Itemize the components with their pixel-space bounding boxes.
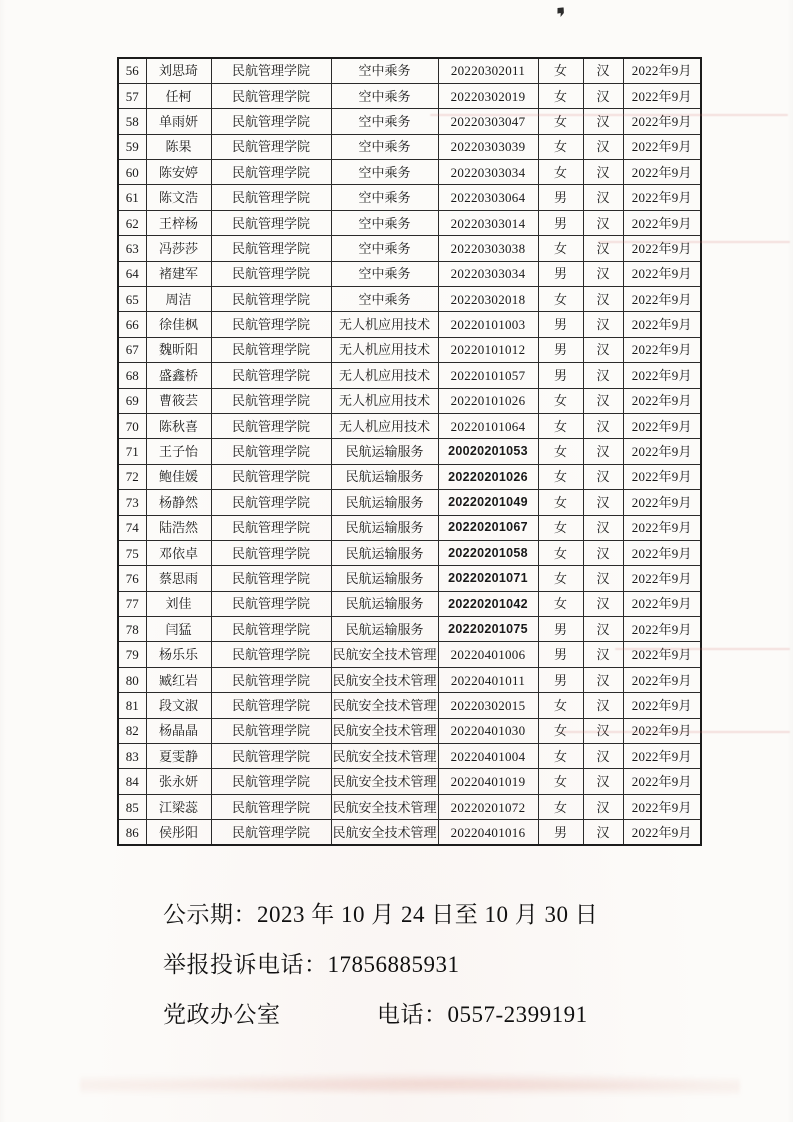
table-row (118, 617, 701, 642)
cell-ethnicity: 汉 (583, 388, 623, 413)
table-row (118, 134, 701, 159)
cell-ethnicity: 汉 (583, 693, 623, 718)
cell-enroll-date: 2022年9月 (623, 312, 701, 337)
cell-ethnicity: 汉 (583, 718, 623, 743)
cell-gender: 女 (538, 540, 583, 565)
cell-college: 民航管理学院 (211, 134, 331, 159)
cell-ethnicity: 汉 (583, 134, 623, 159)
cell-gender: 女 (538, 566, 583, 591)
cell-gender: 女 (538, 794, 583, 819)
cell-enroll-date: 2022年9月 (623, 464, 701, 489)
table-row (118, 769, 701, 794)
cell-gender: 男 (538, 667, 583, 692)
cell-enroll-date: 2022年9月 (623, 58, 701, 83)
table-row (118, 185, 701, 210)
cell-gender: 女 (538, 515, 583, 540)
cell-college: 民航管理学院 (211, 515, 331, 540)
table-row (118, 642, 701, 667)
cell-name: 魏昕阳 (146, 337, 211, 362)
cell-enroll-date: 2022年9月 (623, 769, 701, 794)
cell-ethnicity: 汉 (583, 58, 623, 83)
cell-college: 民航管理学院 (211, 794, 331, 819)
cell-college: 民航管理学院 (211, 693, 331, 718)
table-row (118, 820, 701, 845)
cell-major: 空中乘务 (331, 236, 438, 261)
cell-num: 64 (118, 261, 146, 286)
cell-name: 周洁 (146, 287, 211, 312)
cell-name: 陈果 (146, 134, 211, 159)
cell-name: 邓依卓 (146, 540, 211, 565)
cell-student-id: 20220302019 (438, 83, 538, 108)
cell-enroll-date: 2022年9月 (623, 515, 701, 540)
cell-name: 陆浩然 (146, 515, 211, 540)
cell-student-id: 20220101003 (438, 312, 538, 337)
cell-num: 85 (118, 794, 146, 819)
cell-ethnicity: 汉 (583, 566, 623, 591)
cell-name: 臧红岩 (146, 667, 211, 692)
cell-college: 民航管理学院 (211, 261, 331, 286)
student-roster-table (117, 57, 702, 846)
cell-ethnicity: 汉 (583, 464, 623, 489)
cell-college: 民航管理学院 (211, 83, 331, 108)
cell-major: 无人机应用技术 (331, 337, 438, 362)
cell-college: 民航管理学院 (211, 566, 331, 591)
cell-college: 民航管理学院 (211, 210, 331, 235)
cell-college: 民航管理学院 (211, 236, 331, 261)
cell-major: 民航安全技术管理 (331, 667, 438, 692)
cell-gender: 男 (538, 185, 583, 210)
scan-artifact-line (598, 241, 790, 243)
cell-ethnicity: 汉 (583, 312, 623, 337)
cell-college: 民航管理学院 (211, 617, 331, 642)
cell-ethnicity: 汉 (583, 617, 623, 642)
cell-college: 民航管理学院 (211, 744, 331, 769)
cell-major: 无人机应用技术 (331, 388, 438, 413)
cell-major: 民航运输服务 (331, 490, 438, 515)
table-row (118, 160, 701, 185)
cell-name: 江梁蕊 (146, 794, 211, 819)
cell-name: 盛鑫桥 (146, 363, 211, 388)
cell-name: 蔡思雨 (146, 566, 211, 591)
cell-student-id: 20220303038 (438, 236, 538, 261)
cell-num: 68 (118, 363, 146, 388)
cell-enroll-date: 2022年9月 (623, 134, 701, 159)
cell-ethnicity: 汉 (583, 236, 623, 261)
cell-num: 56 (118, 58, 146, 83)
cell-name: 任柯 (146, 83, 211, 108)
cell-num: 84 (118, 769, 146, 794)
cell-enroll-date: 2022年9月 (623, 160, 701, 185)
cell-gender: 女 (538, 287, 583, 312)
cell-gender: 女 (538, 769, 583, 794)
cell-student-id: 20220303064 (438, 185, 538, 210)
table-row (118, 667, 701, 692)
cell-student-id: 20220401016 (438, 820, 538, 845)
cell-college: 民航管理学院 (211, 540, 331, 565)
report-phone-text: 举报投诉电话：17856885931 (163, 952, 460, 977)
table-row (118, 388, 701, 413)
cell-college: 民航管理学院 (211, 667, 331, 692)
cell-ethnicity: 汉 (583, 413, 623, 438)
cell-enroll-date: 2022年9月 (623, 236, 701, 261)
cell-enroll-date: 2022年9月 (623, 439, 701, 464)
cell-name: 张永妍 (146, 769, 211, 794)
cell-name: 夏雯静 (146, 744, 211, 769)
scan-artifact-line (615, 648, 790, 650)
cell-student-id: 20220101012 (438, 337, 538, 362)
cell-enroll-date: 2022年9月 (623, 413, 701, 438)
cell-name: 冯莎莎 (146, 236, 211, 261)
cell-num: 71 (118, 439, 146, 464)
cell-name: 曹筱芸 (146, 388, 211, 413)
cell-gender: 女 (538, 160, 583, 185)
cell-major: 民航运输服务 (331, 540, 438, 565)
cell-college: 民航管理学院 (211, 337, 331, 362)
cell-major: 民航安全技术管理 (331, 642, 438, 667)
cell-college: 民航管理学院 (211, 464, 331, 489)
cell-student-id: 20220101064 (438, 413, 538, 438)
table-row (118, 109, 701, 134)
cell-student-id: 20220302011 (438, 58, 538, 83)
cell-ethnicity: 汉 (583, 83, 623, 108)
cell-college: 民航管理学院 (211, 185, 331, 210)
cell-college: 民航管理学院 (211, 439, 331, 464)
cell-student-id: 20220201049 (438, 490, 538, 515)
cell-gender: 女 (538, 490, 583, 515)
cell-gender: 女 (538, 388, 583, 413)
cell-major: 民航安全技术管理 (331, 718, 438, 743)
table-row (118, 591, 701, 616)
cell-college: 民航管理学院 (211, 769, 331, 794)
table-row (118, 363, 701, 388)
cell-major: 民航安全技术管理 (331, 820, 438, 845)
cell-major: 空中乘务 (331, 83, 438, 108)
cell-college: 民航管理学院 (211, 109, 331, 134)
cell-student-id: 20020201053 (438, 439, 538, 464)
office-line (163, 996, 643, 1029)
cell-major: 民航运输服务 (331, 566, 438, 591)
cell-major: 空中乘务 (331, 185, 438, 210)
table-row (118, 58, 701, 83)
cell-gender: 女 (538, 83, 583, 108)
cell-college: 民航管理学院 (211, 312, 331, 337)
cell-num: 67 (118, 337, 146, 362)
scan-artifact-line (430, 114, 788, 116)
cell-gender: 女 (538, 693, 583, 718)
cell-major: 空中乘务 (331, 287, 438, 312)
cell-student-id: 20220302018 (438, 287, 538, 312)
cell-name: 陈安婷 (146, 160, 211, 185)
cell-gender: 男 (538, 261, 583, 286)
cell-name: 陈文浩 (146, 185, 211, 210)
cell-gender: 女 (538, 109, 583, 134)
cell-gender: 女 (538, 439, 583, 464)
cell-college: 民航管理学院 (211, 363, 331, 388)
cell-student-id: 20220401011 (438, 667, 538, 692)
cell-student-id: 20220303047 (438, 109, 538, 134)
cell-enroll-date: 2022年9月 (623, 566, 701, 591)
scan-ink-mark (556, 7, 564, 18)
scan-noise-area (80, 1072, 740, 1098)
table-row (118, 439, 701, 464)
table-row (118, 744, 701, 769)
cell-num: 83 (118, 744, 146, 769)
cell-college: 民航管理学院 (211, 388, 331, 413)
cell-name: 段文淑 (146, 693, 211, 718)
cell-num: 70 (118, 413, 146, 438)
cell-student-id: 20220303034 (438, 160, 538, 185)
cell-enroll-date: 2022年9月 (623, 642, 701, 667)
table-row (118, 210, 701, 235)
cell-enroll-date: 2022年9月 (623, 693, 701, 718)
cell-student-id: 20220101057 (438, 363, 538, 388)
cell-num: 66 (118, 312, 146, 337)
cell-major: 民航运输服务 (331, 515, 438, 540)
office-name-text: 党政办公室 (163, 1002, 281, 1027)
cell-major: 空中乘务 (331, 134, 438, 159)
cell-student-id: 20220303014 (438, 210, 538, 235)
cell-major: 空中乘务 (331, 58, 438, 83)
cell-student-id: 20220201058 (438, 540, 538, 565)
cell-college: 民航管理学院 (211, 490, 331, 515)
table-row (118, 413, 701, 438)
cell-enroll-date: 2022年9月 (623, 261, 701, 286)
cell-college: 民航管理学院 (211, 642, 331, 667)
cell-ethnicity: 汉 (583, 667, 623, 692)
cell-enroll-date: 2022年9月 (623, 591, 701, 616)
cell-ethnicity: 汉 (583, 185, 623, 210)
cell-college: 民航管理学院 (211, 58, 331, 83)
publicity-period-text: 公示期：2023 年 10 月 24 日至 10 月 30 日 (163, 902, 599, 927)
cell-name: 闫猛 (146, 617, 211, 642)
cell-num: 59 (118, 134, 146, 159)
cell-num: 58 (118, 109, 146, 134)
cell-major: 无人机应用技术 (331, 363, 438, 388)
cell-ethnicity: 汉 (583, 540, 623, 565)
cell-student-id: 20220303034 (438, 261, 538, 286)
cell-num: 65 (118, 287, 146, 312)
cell-ethnicity: 汉 (583, 439, 623, 464)
cell-gender: 女 (538, 58, 583, 83)
table-row (118, 794, 701, 819)
cell-name: 刘佳 (146, 591, 211, 616)
cell-enroll-date: 2022年9月 (623, 718, 701, 743)
cell-gender: 男 (538, 617, 583, 642)
cell-student-id: 20220201026 (438, 464, 538, 489)
cell-enroll-date: 2022年9月 (623, 363, 701, 388)
cell-name: 杨乐乐 (146, 642, 211, 667)
table-row (118, 566, 701, 591)
cell-ethnicity: 汉 (583, 591, 623, 616)
cell-num: 86 (118, 820, 146, 845)
cell-gender: 女 (538, 413, 583, 438)
table-row (118, 261, 701, 286)
cell-major: 无人机应用技术 (331, 312, 438, 337)
cell-ethnicity: 汉 (583, 515, 623, 540)
cell-name: 侯彤阳 (146, 820, 211, 845)
table-row (118, 693, 701, 718)
cell-num: 69 (118, 388, 146, 413)
cell-num: 63 (118, 236, 146, 261)
cell-enroll-date: 2022年9月 (623, 109, 701, 134)
cell-num: 72 (118, 464, 146, 489)
cell-enroll-date: 2022年9月 (623, 210, 701, 235)
cell-ethnicity: 汉 (583, 337, 623, 362)
cell-college: 民航管理学院 (211, 160, 331, 185)
cell-gender: 男 (538, 820, 583, 845)
table-row (118, 236, 701, 261)
cell-ethnicity: 汉 (583, 490, 623, 515)
cell-num: 62 (118, 210, 146, 235)
cell-major: 民航运输服务 (331, 439, 438, 464)
cell-college: 民航管理学院 (211, 591, 331, 616)
cell-num: 75 (118, 540, 146, 565)
cell-num: 79 (118, 642, 146, 667)
cell-num: 74 (118, 515, 146, 540)
cell-major: 空中乘务 (331, 210, 438, 235)
cell-enroll-date: 2022年9月 (623, 667, 701, 692)
cell-num: 77 (118, 591, 146, 616)
table-row (118, 490, 701, 515)
cell-gender: 男 (538, 642, 583, 667)
cell-enroll-date: 2022年9月 (623, 820, 701, 845)
cell-num: 78 (118, 617, 146, 642)
cell-gender: 女 (538, 236, 583, 261)
cell-enroll-date: 2022年9月 (623, 744, 701, 769)
cell-enroll-date: 2022年9月 (623, 185, 701, 210)
cell-student-id: 20220401004 (438, 744, 538, 769)
cell-num: 57 (118, 83, 146, 108)
cell-student-id: 20220201075 (438, 617, 538, 642)
cell-name: 杨晶晶 (146, 718, 211, 743)
cell-num: 61 (118, 185, 146, 210)
cell-gender: 女 (538, 134, 583, 159)
cell-major: 空中乘务 (331, 261, 438, 286)
cell-college: 民航管理学院 (211, 820, 331, 845)
cell-num: 81 (118, 693, 146, 718)
cell-major: 空中乘务 (331, 160, 438, 185)
cell-ethnicity: 汉 (583, 287, 623, 312)
cell-enroll-date: 2022年9月 (623, 388, 701, 413)
cell-num: 80 (118, 667, 146, 692)
cell-student-id: 20220303039 (438, 134, 538, 159)
cell-gender: 男 (538, 210, 583, 235)
cell-college: 民航管理学院 (211, 287, 331, 312)
cell-ethnicity: 汉 (583, 769, 623, 794)
cell-enroll-date: 2022年9月 (623, 83, 701, 108)
table-row (118, 540, 701, 565)
cell-ethnicity: 汉 (583, 109, 623, 134)
cell-gender: 女 (538, 591, 583, 616)
cell-ethnicity: 汉 (583, 210, 623, 235)
cell-major: 民航运输服务 (331, 464, 438, 489)
cell-name: 杨静然 (146, 490, 211, 515)
cell-student-id: 20220101026 (438, 388, 538, 413)
cell-student-id: 20220401006 (438, 642, 538, 667)
cell-major: 民航安全技术管理 (331, 744, 438, 769)
cell-name: 褚建军 (146, 261, 211, 286)
cell-enroll-date: 2022年9月 (623, 287, 701, 312)
cell-enroll-date: 2022年9月 (623, 490, 701, 515)
cell-ethnicity: 汉 (583, 261, 623, 286)
cell-student-id: 20220201071 (438, 566, 538, 591)
cell-num: 73 (118, 490, 146, 515)
cell-gender: 女 (538, 718, 583, 743)
office-phone-text: 电话：0557-2399191 (377, 1002, 588, 1027)
cell-enroll-date: 2022年9月 (623, 540, 701, 565)
table-row (118, 464, 701, 489)
cell-college: 民航管理学院 (211, 413, 331, 438)
cell-major: 民航安全技术管理 (331, 769, 438, 794)
cell-major: 无人机应用技术 (331, 413, 438, 438)
table-row (118, 515, 701, 540)
cell-enroll-date: 2022年9月 (623, 337, 701, 362)
table-row (118, 83, 701, 108)
cell-major: 民航安全技术管理 (331, 693, 438, 718)
cell-gender: 男 (538, 337, 583, 362)
scan-artifact-line (560, 731, 790, 733)
table-row (118, 312, 701, 337)
cell-major: 空中乘务 (331, 109, 438, 134)
cell-name: 王梓杨 (146, 210, 211, 235)
cell-name: 鲍佳媛 (146, 464, 211, 489)
cell-num: 82 (118, 718, 146, 743)
cell-name: 王子怡 (146, 439, 211, 464)
cell-gender: 女 (538, 744, 583, 769)
cell-gender: 女 (538, 464, 583, 489)
cell-major: 民航运输服务 (331, 591, 438, 616)
cell-enroll-date: 2022年9月 (623, 794, 701, 819)
cell-college: 民航管理学院 (211, 718, 331, 743)
cell-ethnicity: 汉 (583, 794, 623, 819)
cell-ethnicity: 汉 (583, 744, 623, 769)
cell-name: 徐佳枫 (146, 312, 211, 337)
cell-major: 民航安全技术管理 (331, 794, 438, 819)
cell-student-id: 20220401030 (438, 718, 538, 743)
cell-student-id: 20220302015 (438, 693, 538, 718)
table-row (118, 287, 701, 312)
cell-gender: 男 (538, 312, 583, 337)
cell-student-id: 20220201067 (438, 515, 538, 540)
cell-gender: 男 (538, 363, 583, 388)
cell-major: 民航运输服务 (331, 617, 438, 642)
cell-num: 60 (118, 160, 146, 185)
cell-ethnicity: 汉 (583, 642, 623, 667)
cell-enroll-date: 2022年9月 (623, 617, 701, 642)
cell-student-id: 20220401019 (438, 769, 538, 794)
table-body (118, 58, 701, 845)
table-row (118, 337, 701, 362)
cell-ethnicity: 汉 (583, 160, 623, 185)
cell-name: 陈秋喜 (146, 413, 211, 438)
cell-student-id: 20220201072 (438, 794, 538, 819)
cell-name: 刘思琦 (146, 58, 211, 83)
cell-num: 76 (118, 566, 146, 591)
cell-student-id: 20220201042 (438, 591, 538, 616)
cell-ethnicity: 汉 (583, 363, 623, 388)
cell-name: 单雨妍 (146, 109, 211, 134)
cell-ethnicity: 汉 (583, 820, 623, 845)
